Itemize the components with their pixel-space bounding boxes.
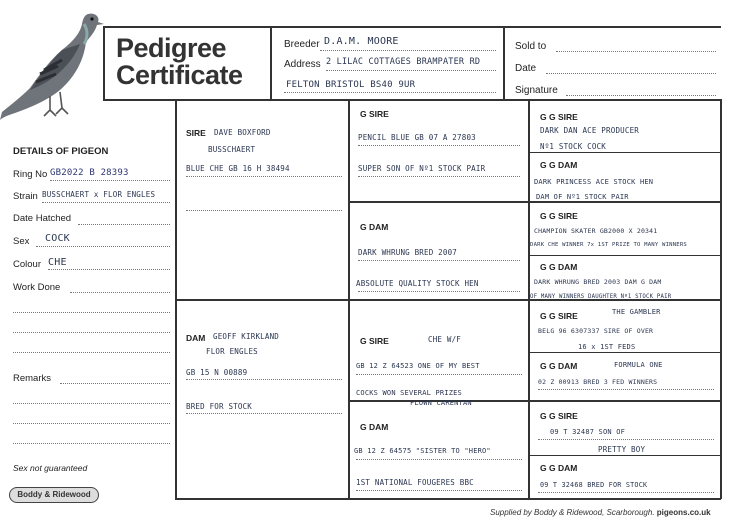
g-sire-bottom-line1: CHE W/F: [428, 335, 462, 344]
company-logo: Boddy & Ridewood: [9, 487, 99, 503]
strain-value: BUSSCHAERT x FLOR ENGLES: [42, 190, 156, 199]
gg-sire-3-label: G G SIRE: [540, 311, 578, 321]
g-dam-bottom-line2: 1ST NATIONAL FOUGERES BBC: [356, 478, 474, 487]
gg-dam-2-line2: OF MANY WINNERS DAUGHTER Nº1 STOCK PAIR: [530, 294, 672, 300]
ring-label: Ring No: [13, 169, 48, 180]
gg-sire-4-line1: 09 T 32487 SON OF: [550, 428, 626, 436]
details-heading: DETAILS OF PIGEON: [13, 146, 109, 157]
dam-line3: GB 15 N 00889: [186, 368, 248, 377]
date-label: Date: [515, 63, 537, 74]
address-line2: FELTON BRISTOL BS40 9UR: [286, 80, 416, 90]
gg-dam-1-label: G G DAM: [540, 160, 578, 170]
gg-sire-2-line1: CHAMPION SKATER GB2000 X 20341: [534, 227, 658, 235]
g-sire-top-label: G SIRE: [360, 109, 389, 119]
gg-sire-2-label: G G SIRE: [540, 211, 578, 221]
dam-line2: FLOR ENGLES: [206, 347, 258, 356]
gg-dam-3-line1: FORMULA ONE: [614, 361, 663, 369]
gg-sire-2-line2: DARK CHE WINNER 7x 1ST PRIZE TO MANY WINNERS: [530, 242, 687, 248]
gg-sire-3-line1: BELG 96 6307337 SIRE OF OVER: [538, 327, 654, 335]
gg-dam-4-label: G G DAM: [540, 463, 578, 473]
dam-line1: GEOFF KIRKLAND: [213, 332, 280, 341]
gg-sire-3-line2: 16 x 1ST FEDS: [578, 343, 636, 351]
sex-note: Sex not guaranteed: [13, 463, 88, 473]
dam-line4: BRED FOR STOCK: [186, 402, 253, 411]
address-label: Address: [284, 59, 321, 70]
g-dam-bottom-line1: GB 12 Z 64575 "SISTER TO "HERO": [354, 447, 491, 455]
sire-line3: BLUE CHE GB 16 H 38494: [186, 164, 290, 173]
g-sire-bottom-line3: COCKS WON SEVERAL PRIZES: [356, 389, 462, 397]
gg-dam-4-line1: 09 T 32468 BRED FOR STOCK: [540, 481, 648, 489]
g-dam-top-label: G DAM: [360, 222, 389, 232]
ring-value: GB2022 B 28393: [50, 168, 129, 178]
g-sire-top-line1: PENCIL BLUE GB 07 A 27803: [358, 133, 476, 142]
gg-sire-4-label: G G SIRE: [540, 411, 578, 421]
sire-line2: BUSSCHAERT: [208, 145, 256, 154]
address-line1: 2 LILAC COTTAGES BRAMPATER RD: [326, 57, 481, 67]
gg-sire-3-line0: THE GAMBLER: [612, 308, 661, 316]
remarks-label: Remarks: [13, 373, 52, 384]
footer-supplied-by: Supplied by Boddy & Ridewood, Scarborough.: [490, 508, 655, 517]
gg-dam-1-line2: DAM OF Nº1 STOCK PAIR: [536, 193, 629, 201]
g-dam-top-line1: DARK WHRUNG BRED 2007: [358, 248, 458, 257]
gg-dam-2-line1: DARK WHRUNG BRED 2003 DAM G DAM: [534, 278, 662, 286]
colour-label: Colour: [13, 259, 41, 270]
gg-dam-2-label: G G DAM: [540, 262, 578, 272]
footer-credit: [490, 508, 711, 517]
g-sire-top-line2: SUPER SON OF Nº1 STOCK PAIR: [358, 164, 486, 173]
g-sire-bottom-label: G SIRE: [360, 336, 389, 346]
footer-website: pigeons.co.uk: [656, 508, 711, 517]
signature-label: Signature: [515, 85, 558, 96]
sex-value: COCK: [45, 233, 70, 244]
strain-label: Strain: [13, 191, 38, 202]
g-dam-top-line2: ABSOLUTE QUALITY STOCK HEN: [356, 279, 479, 288]
date-hatched-label: Date Hatched: [13, 213, 72, 224]
gg-sire-1-line2: Nº1 STOCK COCK: [540, 142, 607, 151]
breeder-value: D.A.M. MOORE: [324, 36, 399, 47]
g-dam-bottom-label: G DAM: [360, 422, 389, 432]
breeder-label: Breeder: [284, 39, 320, 50]
sex-label: Sex: [13, 236, 30, 247]
gg-dam-3-label: G G DAM: [540, 361, 578, 371]
sire-label: SIRE: [186, 128, 206, 138]
sire-line1: DAVE BOXFORD: [214, 128, 271, 137]
sold-to-label: Sold to: [515, 41, 547, 52]
pigeon-illustration: [0, 4, 105, 124]
gg-dam-1-line1: DARK PRINCESS ACE STOCK HEN: [534, 178, 654, 186]
dam-label: DAM: [186, 333, 206, 343]
gg-sire-1-line1: DARK DAN ACE PRODUCER: [540, 126, 640, 135]
colour-value: CHE: [48, 257, 67, 268]
work-done-label: Work Done: [13, 282, 61, 293]
g-sire-bottom-line3b: FLOWN CARENTAN: [410, 399, 472, 407]
gg-sire-4-line2: PRETTY BOY: [598, 445, 646, 454]
gg-dam-3-line2: 02 Z 00913 BRED 3 FED WINNERS: [538, 378, 658, 386]
gg-sire-1-label: G G SIRE: [540, 112, 578, 122]
page-title: Pedigree Certificate: [116, 33, 243, 90]
g-sire-bottom-line2: GB 12 Z 64523 ONE OF MY BEST: [356, 362, 480, 370]
